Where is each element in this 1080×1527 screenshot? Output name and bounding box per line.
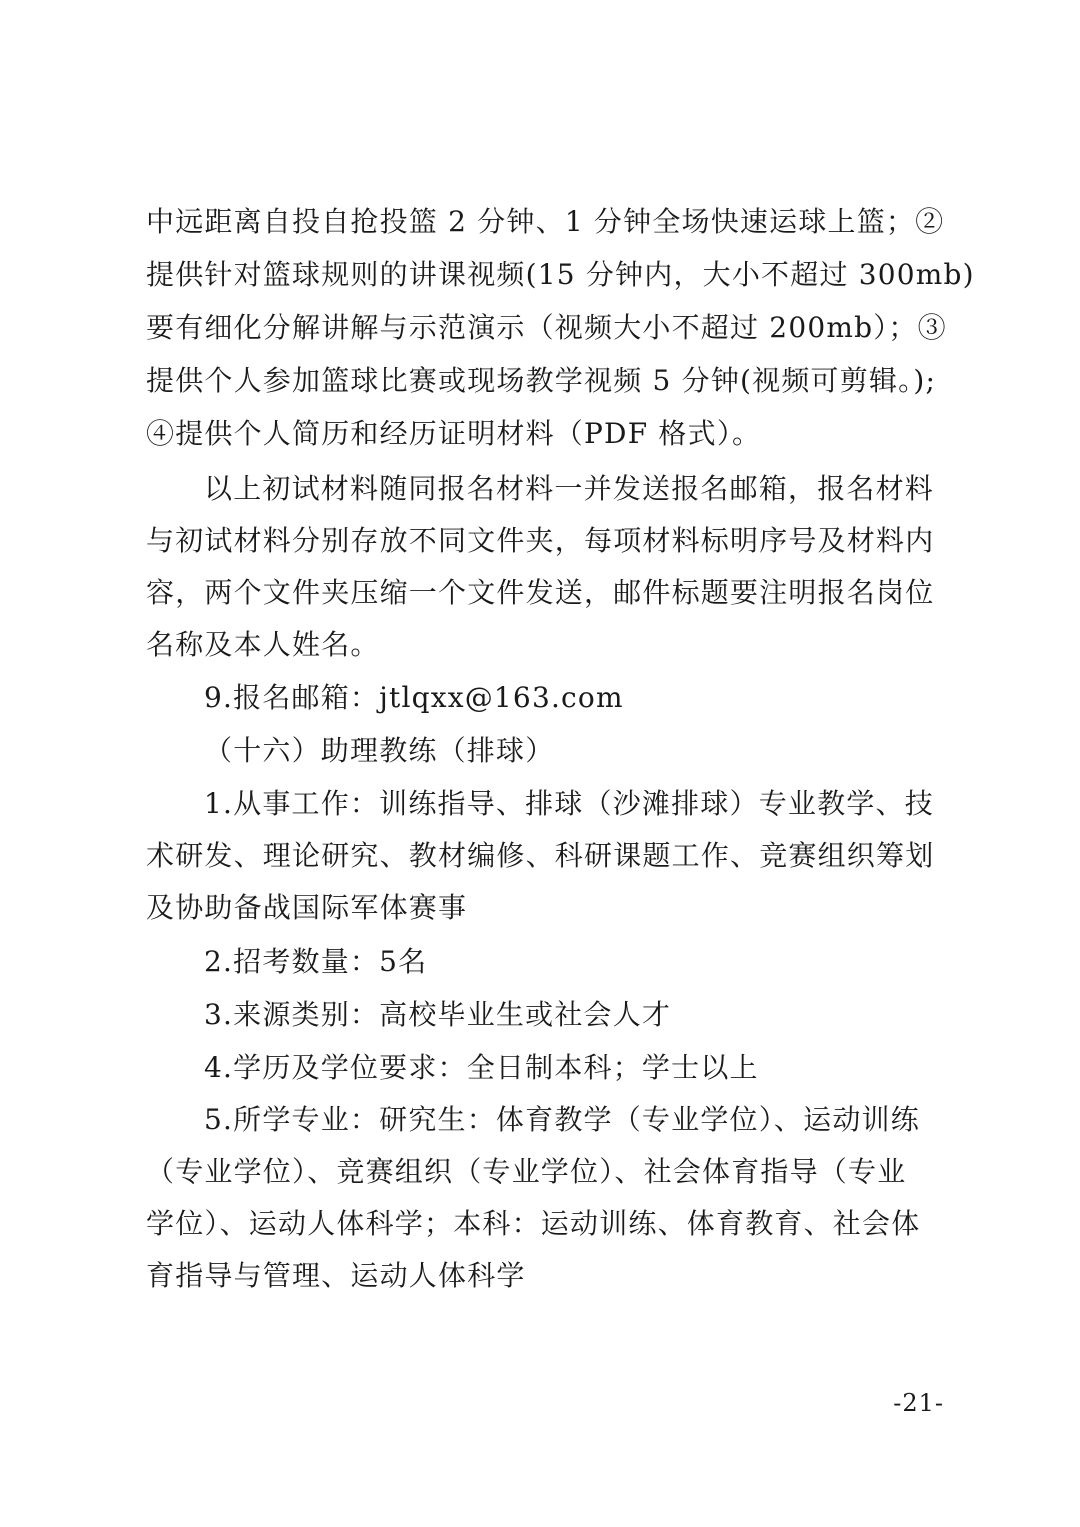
body-text-line: ④提供个人简历和经历证明材料（PDF 格式）。 xyxy=(146,417,762,450)
body-text-line: 容，两个文件夹压缩一个文件发送，邮件标题要注明报名岗位 xyxy=(146,576,935,609)
major-line: 5.所学专业：研究生：体育教学（专业学位）、运动训练 xyxy=(204,1103,920,1136)
body-text-line: 名称及本人姓名。 xyxy=(146,628,380,661)
paragraph-first-line: 以上初试材料随同报名材料一并发送报名邮箱，报名材料 xyxy=(204,472,935,505)
body-text-line: （专业学位）、竞赛组织（专业学位）、社会体育指导（专业 xyxy=(146,1155,907,1188)
body-text-line: 要有细化分解讲解与示范演示（视频大小不超过 200mb）；③ xyxy=(146,311,947,344)
page-number: -21- xyxy=(893,1389,944,1417)
body-text-line: 提供个人参加篮球比赛或现场教学视频 5 分钟(视频可剪辑。); xyxy=(146,364,937,397)
body-text-line: 提供针对篮球规则的讲课视频(15 分钟内，大小不超过 300mb) xyxy=(146,258,975,291)
education-requirement-line: 4.学历及学位要求：全日制本科；学士以上 xyxy=(204,1051,759,1084)
section-heading: （十六）助理教练（排球） xyxy=(204,734,555,767)
body-text-line: 中远距离自投自抢投篮 2 分钟、1 分钟全场快速运球上篮；② xyxy=(146,205,945,238)
quota-line: 2.招考数量：5名 xyxy=(204,945,428,978)
body-text-line: 术研发、理论研究、教材编修、科研课题工作、竞赛组织筹划 xyxy=(146,839,935,872)
body-text-line: 学位）、运动人体科学；本科：运动训练、体育教育、社会体 xyxy=(146,1207,921,1240)
source-category-line: 3.来源类别：高校毕业生或社会人才 xyxy=(204,998,672,1031)
email-line: 9.报名邮箱：jtlqxx@163.com xyxy=(204,681,624,714)
body-text-line: 及协助备战国际军体赛事 xyxy=(146,891,468,924)
body-text-line: 与初试材料分别存放不同文件夹，每项材料标明序号及材料内 xyxy=(146,524,935,557)
work-scope-line: 1.从事工作：训练指导、排球（沙滩排球）专业教学、技 xyxy=(204,787,934,820)
body-text-line: 育指导与管理、运动人体科学 xyxy=(146,1259,526,1292)
